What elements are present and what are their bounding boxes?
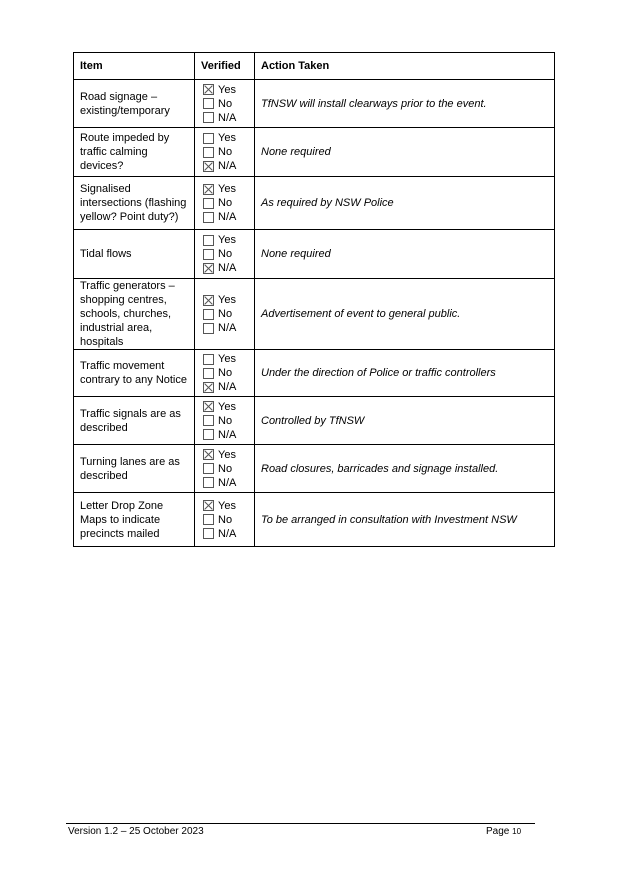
option-label: N/A — [218, 527, 237, 540]
option-label: Yes — [218, 234, 236, 246]
action-cell: TfNSW will install clearways prior to the event. — [255, 80, 555, 128]
verified-cell — [195, 397, 255, 445]
verified-option — [201, 83, 248, 97]
checkbox-icon[interactable] — [203, 98, 214, 109]
verified-option — [201, 131, 248, 145]
item-cell: Route impeded by traffic calming devices? — [74, 128, 195, 177]
checkbox-icon[interactable] — [203, 198, 214, 209]
checked-checkbox-icon[interactable] — [203, 449, 214, 460]
option-label: Yes — [218, 294, 236, 306]
checkbox-icon[interactable] — [203, 133, 214, 144]
action-cell: None required — [255, 128, 555, 177]
item-cell: Traffic signals are as described — [74, 397, 195, 445]
verified-cell — [195, 128, 255, 177]
verified-cell — [195, 279, 255, 350]
checked-checkbox-icon[interactable] — [203, 184, 214, 195]
checkbox-icon[interactable] — [203, 463, 214, 474]
checkbox-icon[interactable] — [203, 235, 214, 246]
option-label: Yes — [218, 499, 236, 512]
checkbox-icon[interactable] — [203, 309, 214, 320]
footer-divider — [66, 823, 535, 824]
verified-option — [201, 400, 248, 414]
item-cell: Signalised intersections (flashing yellow? Point duty?) — [74, 177, 195, 230]
verified-option — [201, 527, 248, 541]
checkbox-icon[interactable] — [203, 368, 214, 379]
checkbox-icon[interactable] — [203, 354, 214, 365]
option-label: N/A — [218, 322, 237, 334]
verified-option — [201, 380, 248, 394]
option-label: Yes — [218, 448, 236, 461]
action-cell: Controlled by TfNSW — [255, 397, 555, 445]
verified-option — [201, 352, 248, 366]
checked-checkbox-icon[interactable] — [203, 401, 214, 412]
table-row — [74, 230, 555, 279]
header-row — [74, 53, 555, 80]
verified-option — [201, 233, 248, 247]
table-row — [74, 177, 555, 230]
item-cell: Traffic generators – shopping centres, schools, churches, industrial area, hospitals — [74, 279, 195, 350]
item-cell: Letter Drop Zone Maps to indicate precincts mailed — [74, 493, 195, 547]
option-label: N/A — [218, 381, 237, 393]
action-cell: None required — [255, 230, 555, 279]
verified-option — [201, 293, 248, 307]
option-label: No — [218, 248, 233, 260]
page-number: 10 — [512, 827, 522, 836]
option-label: No — [218, 462, 233, 475]
checked-checkbox-icon[interactable] — [203, 161, 214, 172]
verified-cell — [195, 445, 255, 493]
verified-option — [201, 196, 248, 210]
verified-option — [201, 111, 248, 125]
verified-option — [201, 182, 248, 196]
table-row — [74, 445, 555, 493]
option-label: N/A — [218, 428, 237, 441]
verified-option — [201, 321, 248, 335]
verified-option — [201, 448, 248, 462]
verified-option — [201, 366, 248, 380]
option-label: N/A — [218, 262, 237, 274]
checkbox-icon[interactable] — [203, 212, 214, 223]
checked-checkbox-icon[interactable] — [203, 500, 214, 511]
action-cell: As required by NSW Police — [255, 177, 555, 230]
verified-option — [201, 476, 248, 490]
checked-checkbox-icon[interactable] — [203, 295, 214, 306]
checkbox-icon[interactable] — [203, 323, 214, 334]
checkbox-icon[interactable] — [203, 249, 214, 260]
action-cell: Under the direction of Police or traffic controllers — [255, 350, 555, 397]
checked-checkbox-icon[interactable] — [203, 84, 214, 95]
verified-cell — [195, 230, 255, 279]
table-row — [74, 128, 555, 177]
verified-option — [201, 462, 248, 476]
table-row — [74, 350, 555, 397]
option-label: No — [218, 414, 233, 427]
item-cell: Road signage – existing/temporary — [74, 80, 195, 128]
verified-option — [201, 513, 248, 527]
item-cell: Tidal flows — [74, 230, 195, 279]
table-body — [74, 80, 555, 547]
table-row — [74, 397, 555, 445]
option-label: Yes — [218, 132, 236, 144]
checkbox-icon[interactable] — [203, 477, 214, 488]
verified-option — [201, 247, 248, 261]
action-cell: To be arranged in consultation with Investment NSW — [255, 493, 555, 547]
footer-page — [486, 826, 521, 837]
table-row — [74, 493, 555, 547]
option-label: N/A — [218, 211, 237, 223]
verified-option — [201, 210, 248, 224]
verified-option — [201, 307, 248, 321]
option-label: Yes — [218, 183, 236, 195]
verified-cell — [195, 177, 255, 230]
verified-cell — [195, 350, 255, 397]
option-label: Yes — [218, 83, 236, 96]
option-label: No — [218, 367, 233, 379]
option-label: N/A — [218, 160, 237, 172]
checked-checkbox-icon[interactable] — [203, 382, 214, 393]
option-label: No — [218, 146, 233, 158]
verified-option — [201, 159, 248, 173]
checklist-table — [73, 52, 555, 547]
page-label: Page — [486, 826, 510, 837]
option-label: N/A — [218, 111, 237, 124]
verified-option — [201, 499, 248, 513]
checked-checkbox-icon[interactable] — [203, 263, 214, 274]
verified-header: Verified — [195, 53, 255, 80]
item-header: Item — [74, 53, 195, 80]
verified-option — [201, 428, 248, 442]
verified-option — [201, 261, 248, 275]
option-label: No — [218, 97, 233, 110]
checkbox-icon[interactable] — [203, 514, 214, 525]
option-label: Yes — [218, 400, 236, 413]
item-cell: Turning lanes are as described — [74, 445, 195, 493]
option-label: No — [218, 308, 233, 320]
checkbox-icon[interactable] — [203, 528, 214, 539]
action-header: Action Taken — [255, 53, 555, 80]
checkbox-icon[interactable] — [203, 147, 214, 158]
table-row — [74, 279, 555, 350]
checkbox-icon[interactable] — [203, 415, 214, 426]
option-label: No — [218, 197, 233, 209]
option-label: Yes — [218, 353, 236, 365]
verified-option — [201, 145, 248, 159]
footer-version: Version 1.2 – 25 October 2023 — [68, 826, 204, 837]
checkbox-icon[interactable] — [203, 112, 214, 123]
action-cell: Advertisement of event to general public. — [255, 279, 555, 350]
table-row — [74, 80, 555, 128]
verified-option — [201, 414, 248, 428]
option-label: N/A — [218, 476, 237, 489]
verified-option — [201, 97, 248, 111]
option-label: No — [218, 513, 233, 526]
verified-cell — [195, 493, 255, 547]
item-cell: Traffic movement contrary to any Notice — [74, 350, 195, 397]
verified-cell — [195, 80, 255, 128]
checkbox-icon[interactable] — [203, 429, 214, 440]
action-cell: Road closures, barricades and signage installed. — [255, 445, 555, 493]
